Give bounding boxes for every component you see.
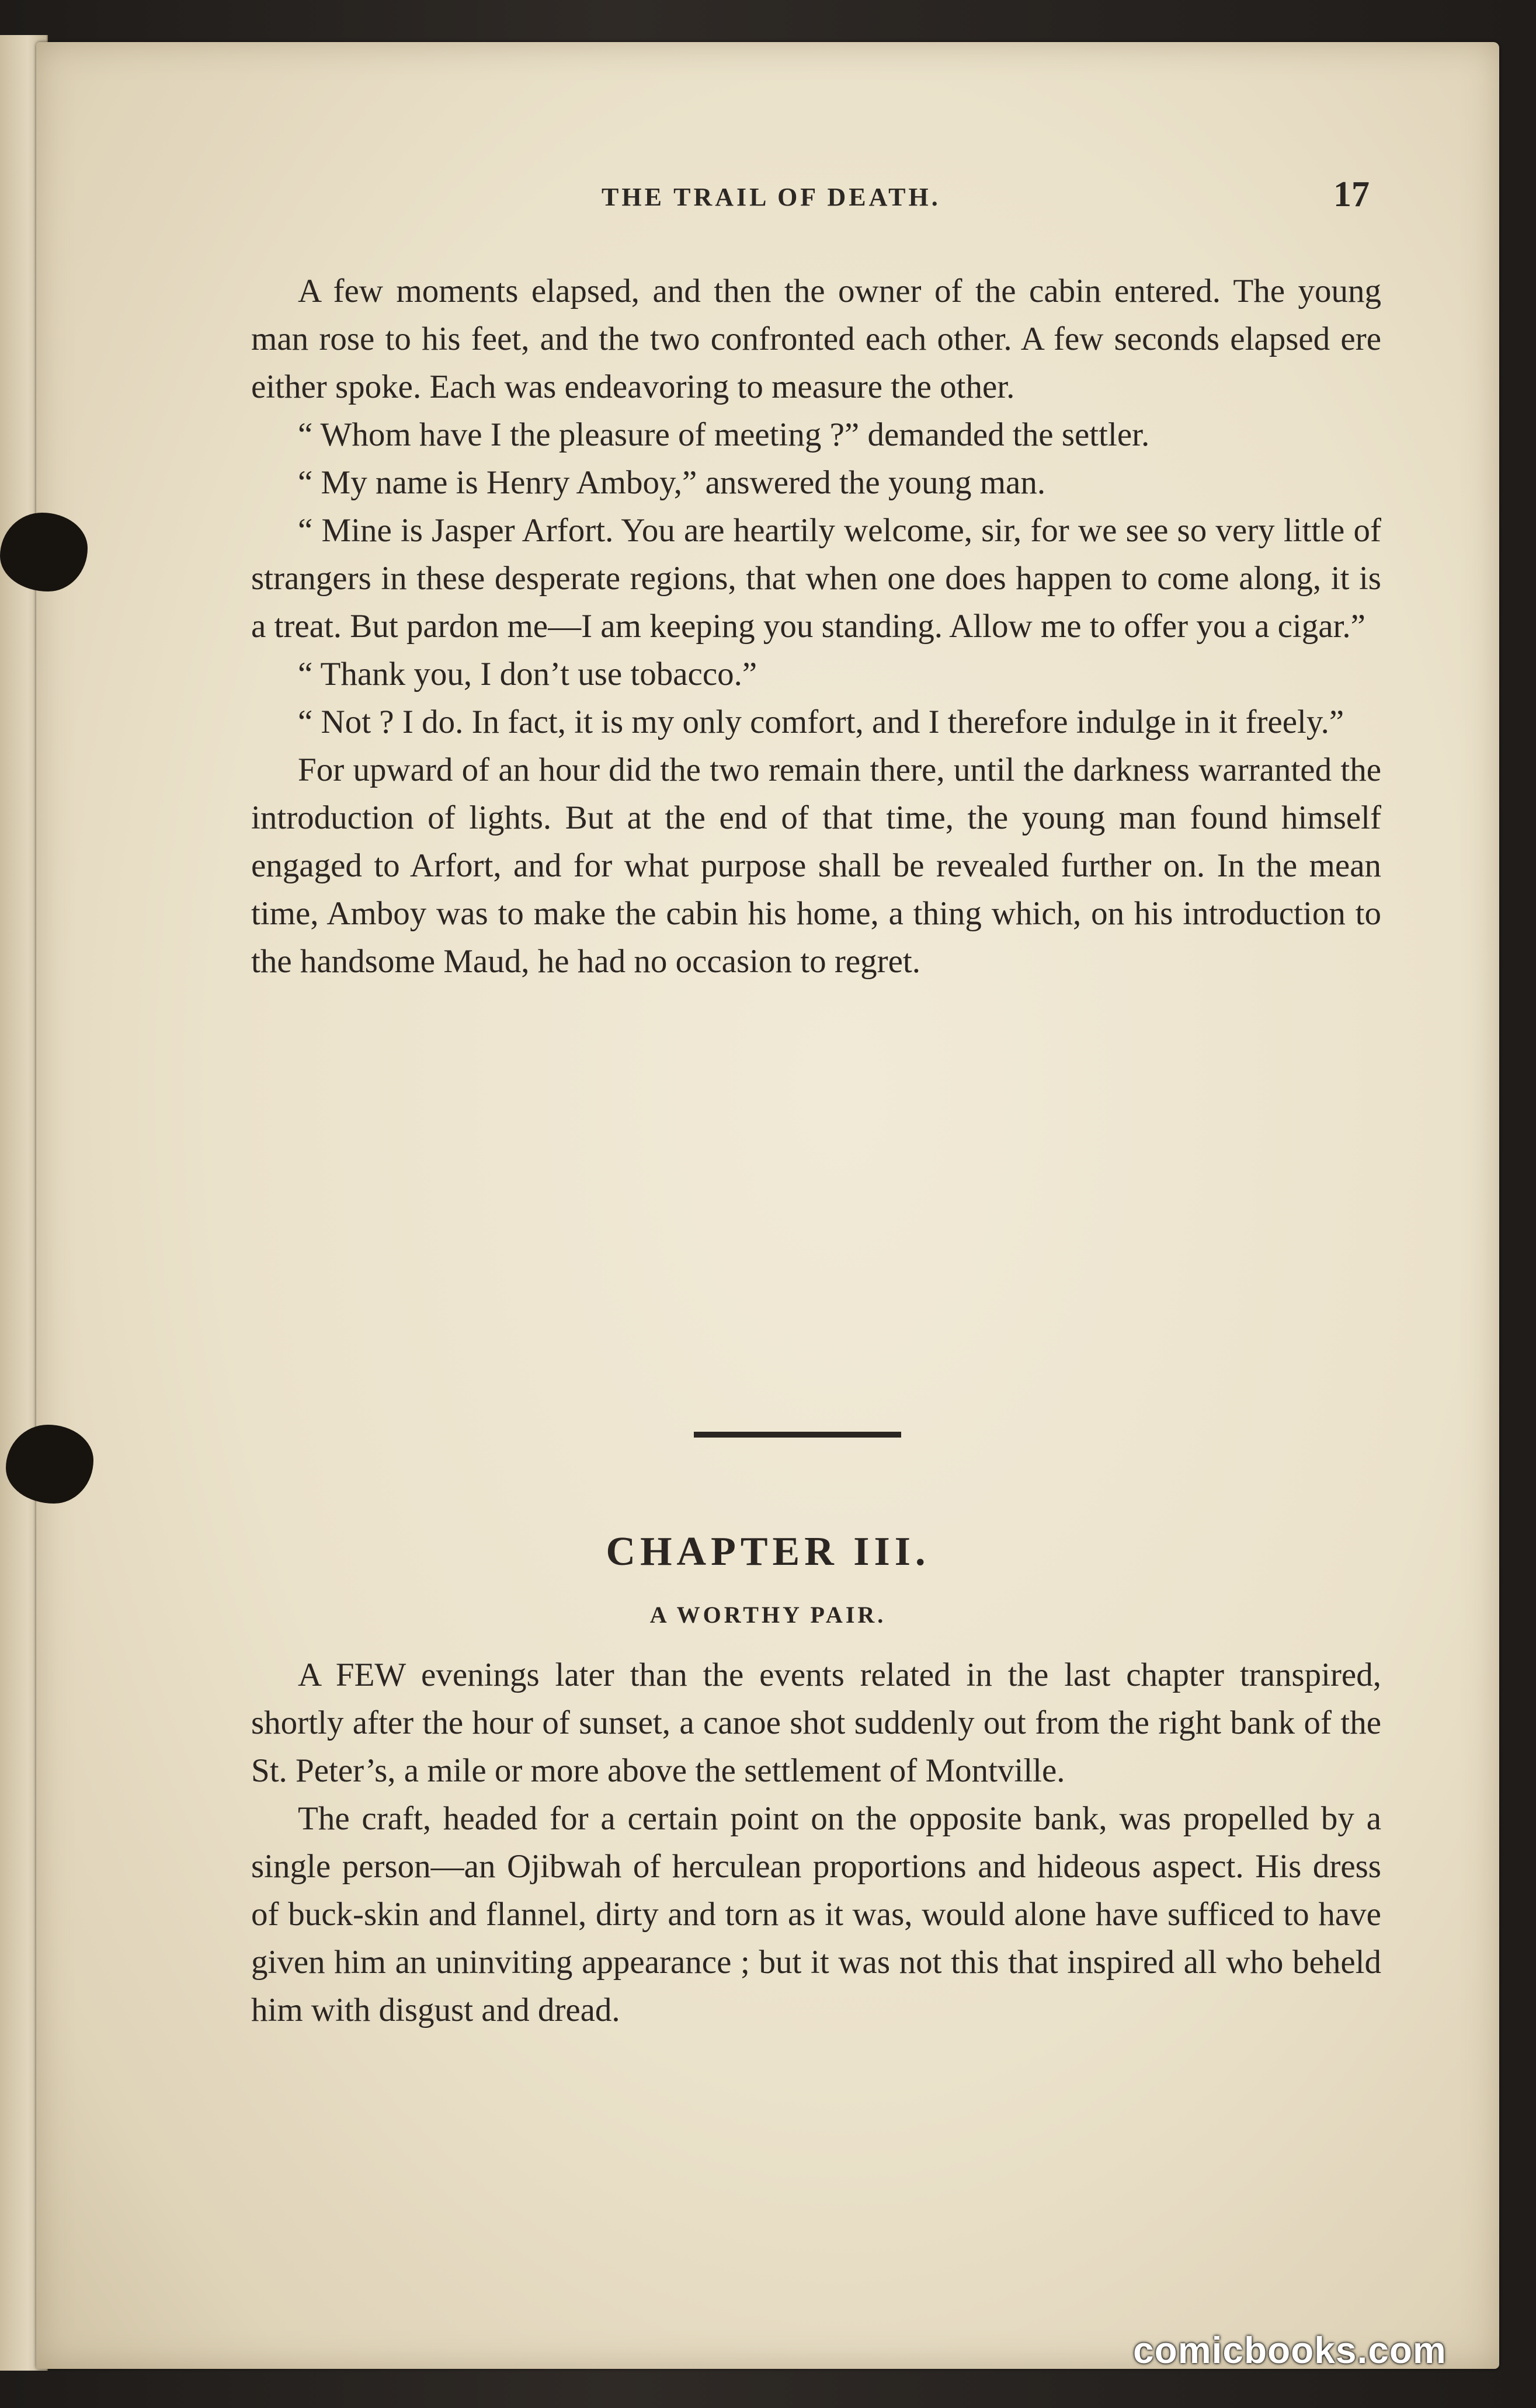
section-divider <box>694 1432 901 1438</box>
binding-hole <box>0 513 88 591</box>
paragraph: “ Whom have I the pleasure of meeting ?” demanded the settler. <box>298 416 1150 453</box>
page-number: 17 <box>1333 175 1370 214</box>
paragraph: “ My name is Henry Amboy,” answered the young man. <box>298 464 1046 501</box>
text-block-chapter-three <box>251 1651 1381 2034</box>
site-watermark: comicbooks.com <box>1133 2329 1447 2371</box>
chapter-title: CHAPTER III. <box>606 1529 930 1574</box>
chapter-subtitle: A WORTHY PAIR. <box>649 1602 887 1628</box>
paragraph: A FEW evenings later than the events related in the last chapter transpired, shortly after the hour of sunset, a canoe shot suddenly out from the right bank of the St. Peter’s, a mile or more above the settlement of Montville. <box>251 1657 1381 1789</box>
text-block-before-chapter <box>251 267 1381 986</box>
running-head: THE TRAIL OF DEATH. <box>602 183 941 211</box>
page-header <box>0 175 1536 228</box>
paragraph: “ Mine is Jasper Arfort. You are heartily welcome, sir, for we see so very little of strangers in these desperate regions, that when one does happen to come along, it is a treat. But pardon me—I am keeping you standing. Allow me to offer you a cigar.” <box>251 512 1381 645</box>
paragraph: “ Thank you, I don’t use tobacco.” <box>298 656 757 693</box>
paragraph: “ Not ? I do. In fact, it is my only comfort, and I therefore indulge in it freely.” <box>298 704 1344 740</box>
paragraph: The craft, headed for a certain point on the opposite bank, was propelled by a single person—an Ojibwah of herculean proportions and hideous aspect. His dress of buck-skin and flannel, dirty and torn as it was, would alone have sufficed to have given him an uninviting appearance ; but it was not this that inspired all who beheld him with disgust and dread. <box>251 1800 1381 2028</box>
paragraph: For upward of an hour did the two remain there, until the darkness warranted the introduction of lights. But at the end of that time, the young man found himself engaged to Arfort, and for what purpose shall be revealed further on. In the mean time, Amboy was to make the cabin his home, a thing which, on his introduction to the handsome Maud, he had no occasion to regret. <box>251 751 1381 980</box>
paragraph: A few moments elapsed, and then the owner of the cabin entered. The young man rose to his feet, and the two confronted each other. A few seconds elapsed ere either spoke. Each was endeavoring to measure the other. <box>251 273 1381 405</box>
binding-hole <box>6 1425 93 1504</box>
